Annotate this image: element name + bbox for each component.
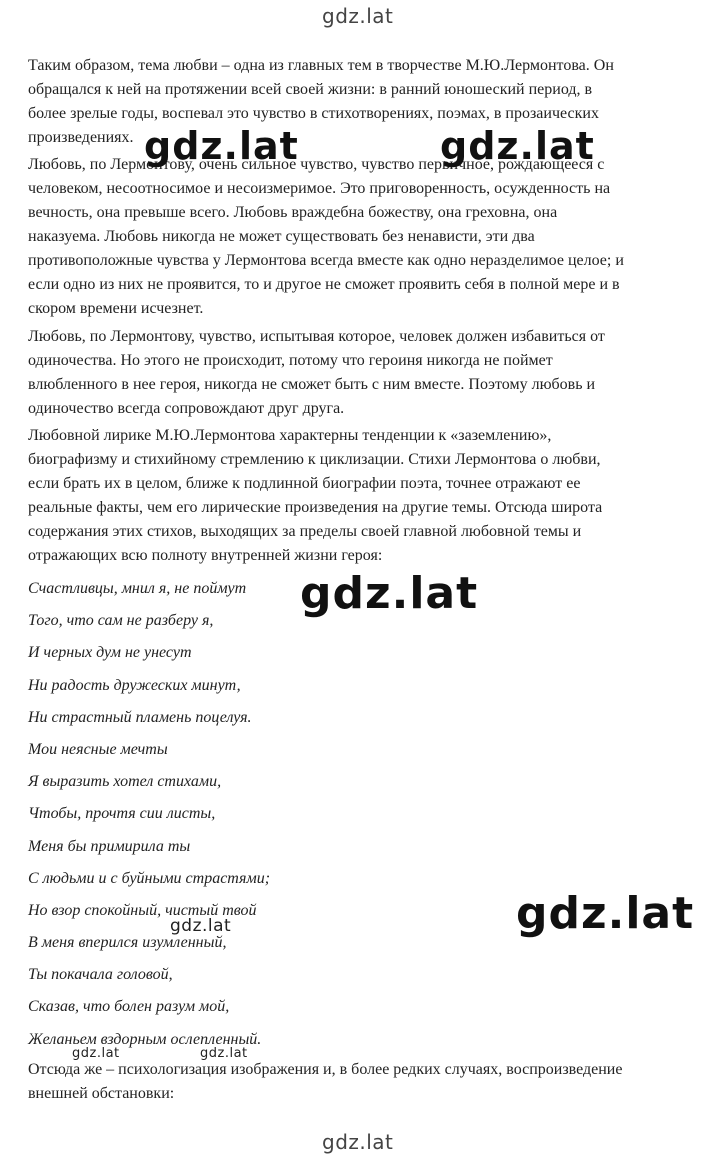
text-line: содержания этих стихов, выходящих за пределы своей главной любовной темы и bbox=[28, 523, 582, 540]
poem-line: Меня бы примирила ты bbox=[28, 837, 191, 855]
text-line: внешней обстановки: bbox=[28, 1085, 175, 1102]
poem-line: Чтобы, прочтя сии листы, bbox=[28, 805, 216, 823]
watermark-overlay: gdz.lat bbox=[440, 124, 595, 168]
text-line: Любовь, по Лермонтову, чувство, испытывая которое, человек должен избавиться от bbox=[28, 328, 605, 345]
text-line: если одно из них не проявится, то и другое не сможет проявить себя в полной мере и в bbox=[28, 276, 620, 293]
header-watermark: gdz.lat bbox=[322, 4, 394, 28]
watermark-overlay: gdz.lat bbox=[200, 1046, 248, 1061]
text-line: одиночество всегда сопровождают друг друга. bbox=[28, 400, 345, 417]
poem-line: Мои неясные мечты bbox=[28, 740, 168, 758]
poem-line: Ни страстный пламень поцелуя. bbox=[28, 708, 252, 726]
poem-line: Счастливцы, мнил я, не поймут bbox=[28, 580, 247, 597]
text-line: реальные факты, чем его лирические произведения на другие темы. Отсюда широта bbox=[28, 499, 603, 516]
text-line: влюбленного в нее героя, никогда не сможет быть с ним вместе. Поэтому любовь и bbox=[28, 376, 596, 393]
text-line: Таким образом, тема любви – одна из главных тем в творчестве М.Ю.Лермонтова. Он bbox=[28, 57, 614, 74]
watermark-overlay: gdz.lat bbox=[300, 568, 479, 619]
poem-line: Ни радость дружеских минут, bbox=[28, 676, 241, 694]
text-line: если брать их в целом, ближе к подлинной биографии поэта, точнее отражают ее bbox=[28, 475, 581, 492]
paragraph-2 bbox=[28, 153, 696, 321]
text-line: противоположные чувства у Лермонтова всегда вместе как одно неразделимое целое; и bbox=[28, 252, 624, 269]
text-line: человеком, несоотносимое и несоизмеримое. Это приговоренность, осужденность на bbox=[28, 180, 611, 197]
text-line: Отсюда же – психологизация изображения и, в более редких случаях, воспроизведение bbox=[28, 1061, 623, 1078]
closing-paragraph bbox=[28, 1058, 696, 1106]
text-line: обращался к ней на протяжении всей своей жизни: в ранний юношеский период, в bbox=[28, 81, 593, 98]
poem-line: Я выразить хотел стихами, bbox=[28, 773, 222, 791]
text-line: наказуема. Любовь никогда не может существовать без ненависти, эти два bbox=[28, 228, 535, 245]
poem-line: Сказав, что болен разум мой, bbox=[28, 998, 230, 1016]
poem-line: Желаньем вздорным ослепленный. bbox=[28, 1030, 262, 1048]
text-line: вечность, она превыше всего. Любовь враждебна божеству, она греховна, она bbox=[28, 204, 558, 221]
text-line: Любовь, по Лермонтову, очень сильное чувство, чувство первичное, рождающееся с bbox=[28, 156, 605, 173]
paragraph-4 bbox=[28, 424, 696, 568]
text-line: произведениях. bbox=[28, 129, 134, 146]
paragraph-3 bbox=[28, 325, 696, 421]
poem-line: Ты покачала головой, bbox=[28, 966, 173, 984]
text-line: более зрелые годы, воспевал это чувство в стихотворениях, поэмах, в прозаических bbox=[28, 105, 599, 122]
poem-line: И черных дум не унесут bbox=[28, 644, 192, 662]
text-line: отражающих всю полноту внутренней жизни героя: bbox=[28, 547, 383, 564]
watermark-overlay: gdz.lat bbox=[144, 124, 299, 168]
poem-line: Того, что сам не разберу я, bbox=[28, 612, 214, 630]
text-line: скором времени исчезнет. bbox=[28, 300, 204, 317]
text-line: биографизму и стихийному стремлению к циклизации. Стихи Лермонтова о любви, bbox=[28, 451, 601, 468]
poem-line: В меня вперился изумленный, bbox=[28, 934, 227, 952]
poem-line: Но взор спокойный, чистый твой bbox=[28, 901, 257, 919]
poem-line: С людьми и с буйными страстями; bbox=[28, 869, 271, 887]
watermark-overlay: gdz.lat bbox=[72, 1046, 120, 1061]
watermark-overlay: gdz.lat bbox=[516, 888, 695, 939]
footer-watermark: gdz.lat bbox=[322, 1130, 394, 1154]
text-line: одиночества. Но этого не происходит, потому что героиня никогда не поймет bbox=[28, 352, 553, 369]
text-line: Любовной лирике М.Ю.Лермонтова характерны тенденции к «заземлению», bbox=[28, 427, 552, 444]
watermark-overlay: gdz.lat bbox=[170, 916, 232, 936]
paragraph-1 bbox=[28, 54, 696, 150]
poem bbox=[28, 577, 468, 1060]
